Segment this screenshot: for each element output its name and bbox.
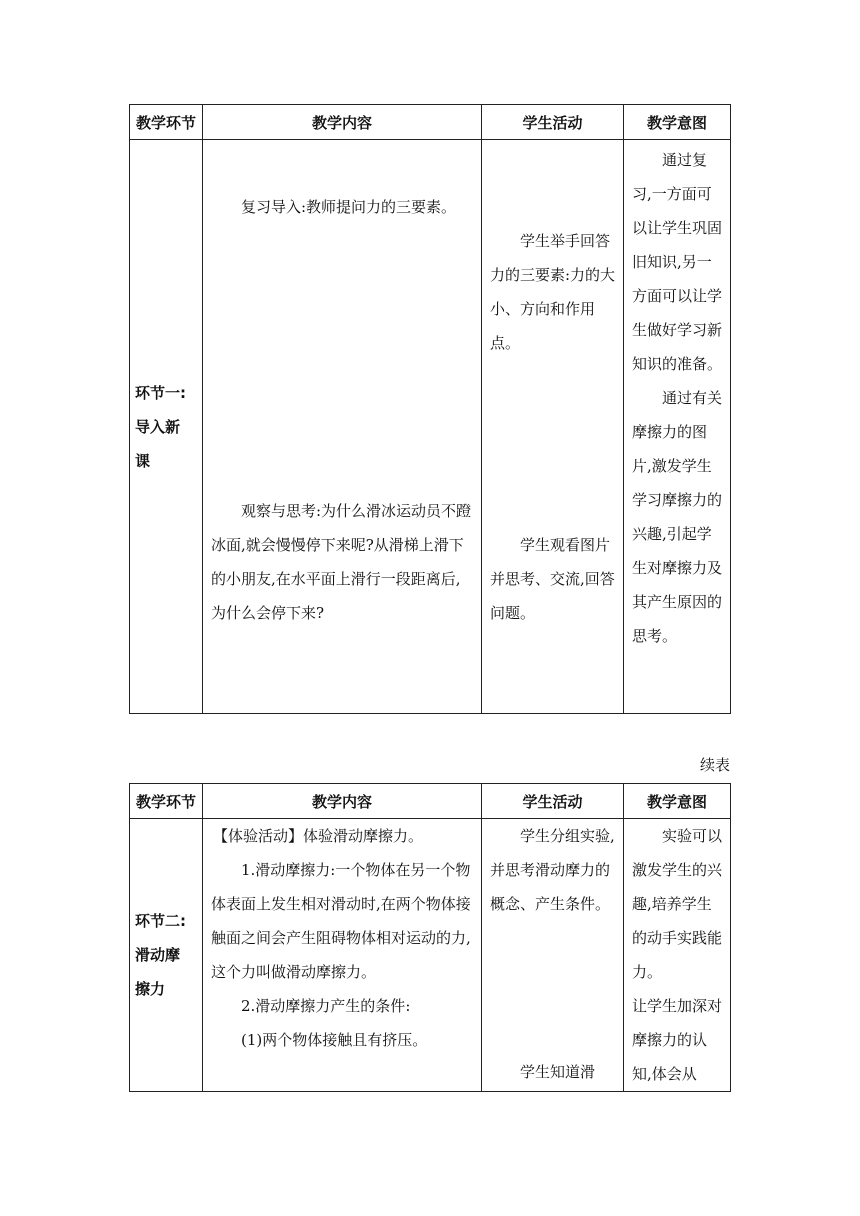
table-row: [130, 140, 731, 714]
header-intent: 教学意图: [624, 784, 731, 819]
content-paragraph: 1.滑动摩擦力:一个物体在另一个物体表面上发生相对滑动时,在两个物体接触面之间会产生阻碍物体相对运动的力,这个力叫做滑动摩擦力。: [211, 861, 471, 981]
intent-cell: [624, 819, 731, 1092]
content-paragraph: 【体验活动】体验滑动摩擦力。: [213, 827, 424, 845]
student-cell: [482, 140, 624, 714]
student-paragraph: 学生观看图片并思考、交流,回答问题。: [490, 536, 615, 622]
student-cell: [482, 819, 624, 1092]
intent-paragraph: 让学生加深对摩擦力的认知,体会从: [632, 997, 723, 1083]
content-paragraph: 2.滑动摩擦力产生的条件:: [241, 997, 411, 1015]
student-paragraph: 学生知道滑: [520, 1063, 596, 1081]
lesson-table-1: [129, 104, 731, 714]
student-paragraph: 学生举手回答力的三要素:力的大小、方向和作用点。: [490, 232, 616, 352]
intent-paragraph: 通过有关摩擦力的图片,激发学生学习摩擦力的兴趣,引起学生对摩擦力及其产生原因的思考。: [632, 389, 723, 645]
intent-paragraph: 实验可以激发学生的兴趣,培养学生的动手实践能力。: [632, 827, 723, 981]
header-section: 教学环节: [130, 105, 203, 140]
header-content: 教学内容: [203, 784, 482, 819]
header-student: 学生活动: [482, 105, 624, 140]
content-paragraph: 观察与思考:为什么滑冰运动员不蹬冰面,就会慢慢停下来呢?从滑梯上滑下的小朋友,在水平面上滑行一段距离后,为什么会停下来?: [211, 502, 472, 622]
header-section: 教学环节: [130, 784, 203, 819]
intent-paragraph: 通过复习,一方面可以让学生巩固旧知识,另一方面可以让学生做好学习新知识的准备。: [632, 151, 723, 373]
content-paragraph: (1)两个物体接触且有挤压。: [241, 1031, 428, 1049]
header-content: 教学内容: [203, 105, 482, 140]
content-cell: [203, 140, 482, 714]
student-paragraph: 学生分组实验,并思考滑动摩力的概念、产生条件。: [490, 827, 615, 913]
table-row: [130, 819, 731, 1092]
section-label: 环节二: 滑动摩 擦力: [130, 819, 203, 1092]
header-student: 学生活动: [482, 784, 624, 819]
content-paragraph: 复习导入:教师提问力的三要素。: [241, 198, 457, 216]
header-row: [130, 105, 731, 140]
section-label: 环节一: 导入新 课: [130, 140, 203, 714]
header-intent: 教学意图: [624, 105, 731, 140]
continued-label: 续表: [699, 756, 730, 774]
intent-cell: [624, 140, 731, 714]
header-row: [130, 784, 731, 819]
lesson-table-2: [129, 783, 731, 1092]
content-cell: [203, 819, 482, 1092]
